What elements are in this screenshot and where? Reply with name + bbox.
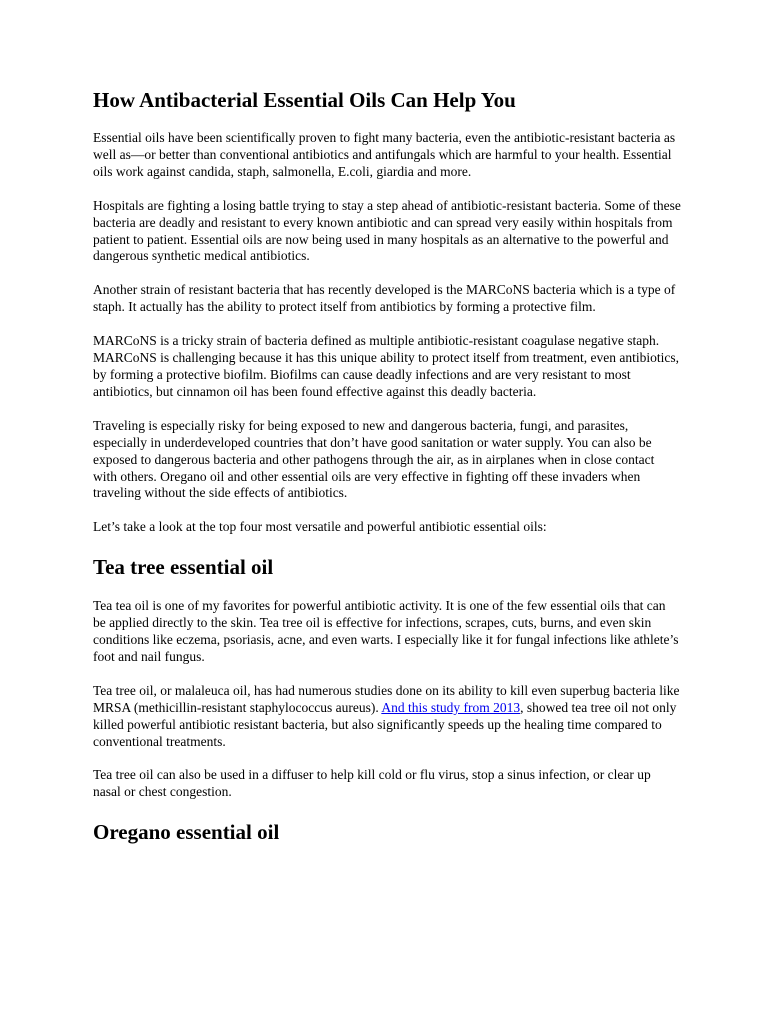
document-body: [93, 86, 681, 863]
tea-tree-paragraph-2-text-start: Tea tree oil, or malaleuca oil, has had numerous studies done on its ability to kill even superbug bacteria like MRSA (methicillin-resistant staphylococcus aureus).: [93, 682, 680, 715]
study-2013-link[interactable]: And this study from 2013: [381, 699, 521, 715]
intro-paragraph-6: Let’s take a look at the top four most versatile and powerful antibiotic essential oils:: [93, 519, 547, 535]
heading-oregano: Oregano essential oil: [93, 820, 280, 845]
tea-tree-paragraph-3: Tea tree oil can also be used in a diffuser to help kill cold or flu virus, stop a sinus infection, or clear up nasal or chest congestion.: [93, 767, 651, 800]
intro-paragraph-3: Another strain of resistant bacteria that has recently developed is the MARCoNS bacteria which is a type of staph. It actually has the ability to protect itself from antibiotics by forming a protective film.: [93, 282, 676, 315]
intro-paragraph-5: Traveling is especially risky for being exposed to new and dangerous bacteria, fungi, and parasites, especially in underdeveloped countries that don’t have good sanitation or water supply. You can also be exposed to dangerous bacteria and other pathogens through the air, as in airplanes when in close contact with others. Oregano oil and other essential oils are very effective in fighting off these invaders when traveling without the side effects of antibiotics.: [93, 417, 655, 501]
tea-tree-paragraph-2-text-end: , showed tea tree oil not only killed powerful antibiotic resistant bacteria, but also significantly speeds up the healing time compared to conventional treatments.: [93, 699, 677, 749]
intro-paragraph-4: MARCoNS is a tricky strain of bacteria defined as multiple antibiotic-resistant coagulase negative staph. MARCoNS is challenging because it has this unique ability to protect itself from treatment, even antibiotics, by forming a protective biofilm. Biofilms can cause deadly infections and are very resistant to most antibiotics, but cinnamon oil has been found effective against this deadly bacteria.: [93, 333, 680, 399]
heading-tea-tree: Tea tree essential oil: [93, 555, 274, 580]
intro-paragraph-2: Hospitals are fighting a losing battle trying to stay a step ahead of antibiotic-resistant bacteria. Some of these bacteria are deadly and resistant to every known antibiotic and can spread very easily within hospitals from patient to patient. Essential oils are now being used in many hospitals as an alternative to the powerful and dangerous synthetic medical antibiotics.: [93, 197, 681, 264]
intro-paragraph-1: Essential oils have been scientifically proven to fight many bacteria, even the antibiotic-resistant bacteria as well as—or better than conventional antibiotics and antifungals which are harmful to your health. Essential oils work against candida, staph, salmonella, E.coli, giardia and more.: [93, 130, 676, 179]
tea-tree-paragraph-1: Tea tea oil is one of my favorites for powerful antibiotic activity. It is one of the few essential oils that can be applied directly to the skin. Tea tree oil is effective for infections, scrapes, cuts, burns, and even skin conditions like eczema, psoriasis, acne, and even warts. I especially like it for fungal infections like athlete’s foot and nail fungus.: [93, 598, 679, 664]
document-title: How Antibacterial Essential Oils Can Help You: [93, 88, 516, 112]
tea-tree-paragraph-2: [93, 683, 681, 751]
